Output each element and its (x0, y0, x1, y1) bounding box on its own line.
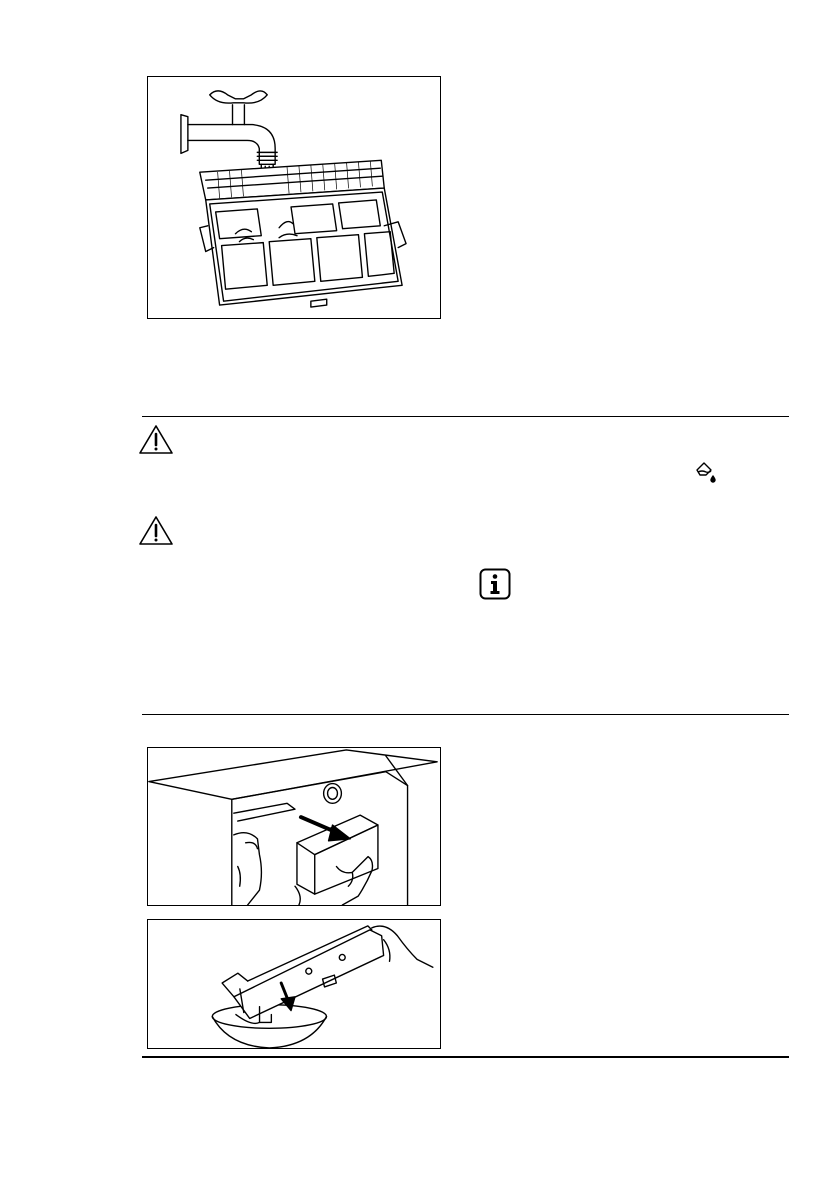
section-end-rule (142, 1056, 789, 1058)
section-divider (142, 416, 789, 417)
info-icon (479, 568, 511, 600)
water-container-emptying-illustration (147, 919, 441, 1049)
filter-rinse-illustration (147, 76, 441, 319)
warning-triangle-icon (138, 515, 174, 546)
section-divider (142, 714, 789, 715)
warning-triangle-icon (138, 424, 174, 455)
water-container-removal-illustration (147, 747, 441, 906)
water-container-icon (694, 460, 720, 484)
